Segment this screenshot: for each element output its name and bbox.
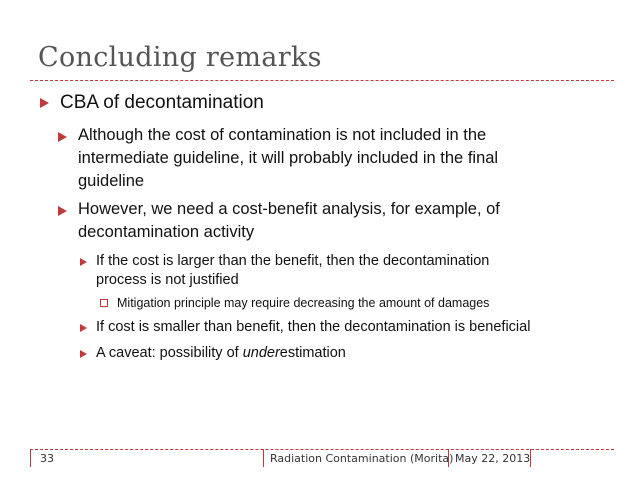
- footer-divider: [30, 449, 614, 450]
- bullet-cba: CBA of decontamination: [60, 92, 264, 113]
- bullet-cost-guideline-line1: Although the cost of contamination is not included in the: [78, 126, 487, 144]
- footer-date: May 22, 2013: [455, 452, 531, 465]
- bullet-triangle-icon: [58, 206, 67, 216]
- slide-title: Concluding remarks: [38, 42, 322, 73]
- bullet-triangle-icon: [80, 350, 87, 358]
- bullet-triangle-icon: [58, 132, 67, 142]
- footer-separator: [530, 449, 531, 467]
- footer-separator: [448, 449, 449, 467]
- caveat-suffix: estimation: [279, 345, 346, 361]
- bullet-cost-guideline-line3: guideline: [78, 172, 145, 190]
- caveat-emphasis: under: [242, 345, 280, 361]
- footer-title: Radiation Contamination (Morita): [270, 452, 454, 465]
- bullet-cba-needed-line2: decontamination activity: [78, 223, 255, 241]
- bullet-triangle-icon: [80, 324, 87, 332]
- bullet-cba-needed-line1: However, we need a cost-benefit analysis, for example, of: [78, 200, 500, 218]
- bullet-not-justified-line2: process is not justified: [96, 272, 239, 288]
- caveat-prefix: A caveat: possibility of: [96, 345, 243, 361]
- title-divider: [30, 80, 614, 81]
- bullet-triangle-icon: [80, 258, 87, 266]
- footer-separator: [263, 449, 264, 467]
- footer-separator: [30, 449, 31, 467]
- bullet-not-justified-line1: If the cost is larger than the benefit, then the decontamination: [96, 253, 490, 269]
- square-outline-icon: [100, 299, 108, 307]
- bullet-triangle-icon: [40, 98, 49, 108]
- bullet-beneficial: If cost is smaller than benefit, then the decontamination is beneficial: [96, 319, 531, 335]
- bullet-cost-guideline-line2: intermediate guideline, it will probably included in the final: [78, 149, 499, 167]
- bullet-mitigation: Mitigation principle may require decreasing the amount of damages: [117, 296, 490, 310]
- page-number: 33: [40, 452, 54, 465]
- bullet-caveat: [96, 344, 346, 363]
